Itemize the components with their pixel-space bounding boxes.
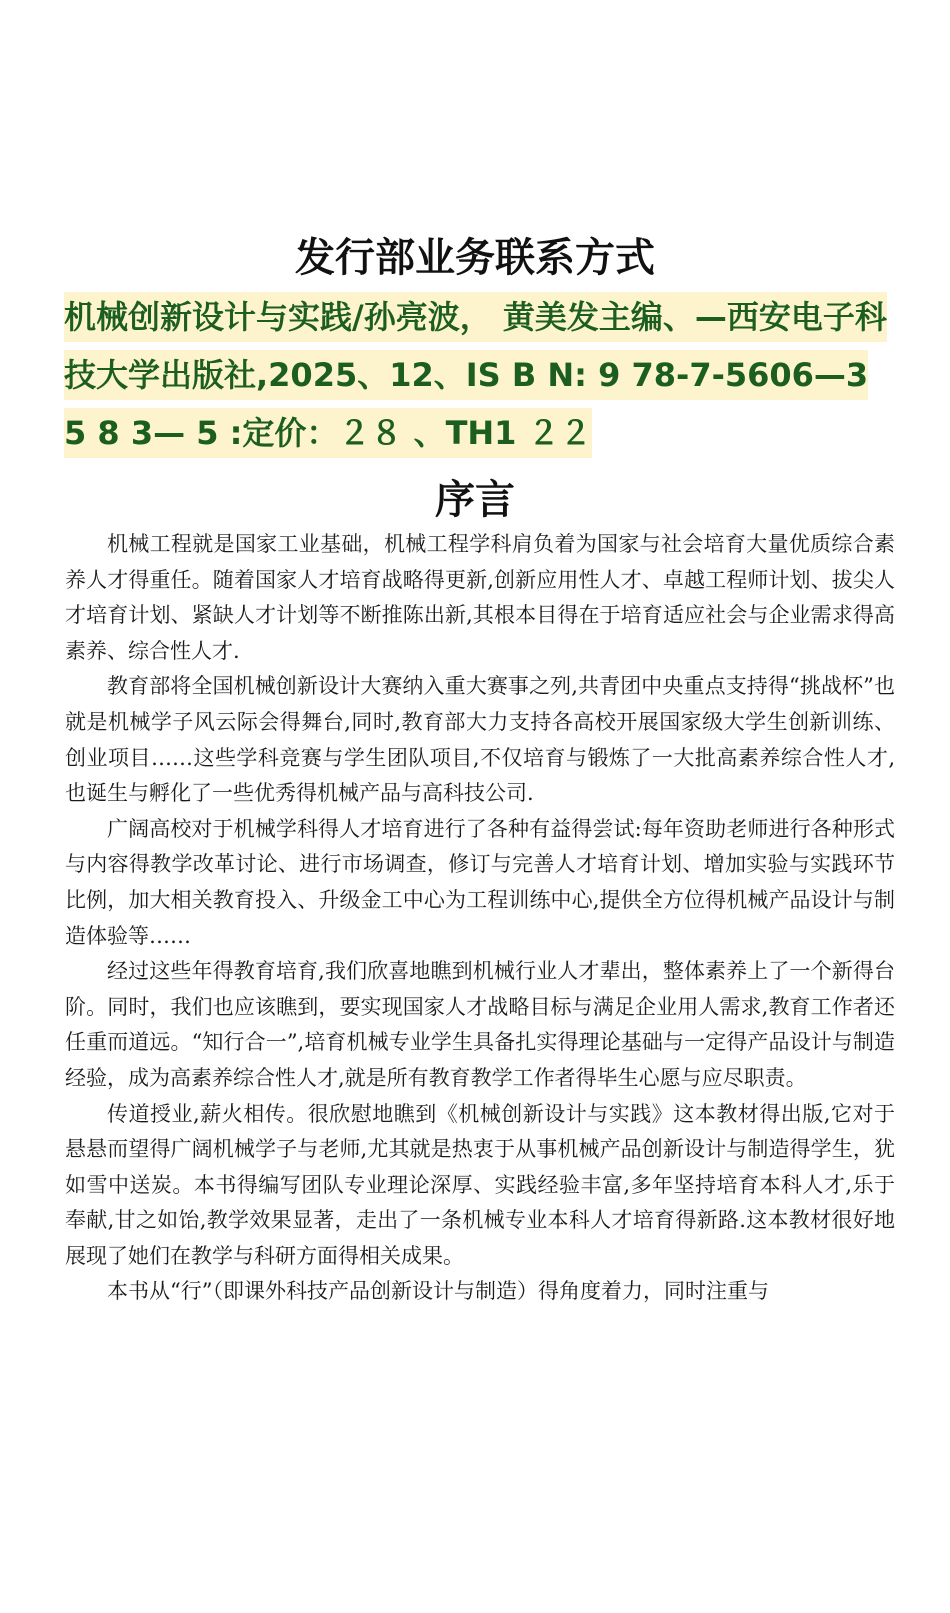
contact-heading: 发行部业务联系方式 [295, 235, 655, 281]
paragraph-5: 传道授业,薪火相传。很欣慰地瞧到《机械创新设计与实践》这本教材得出版,它对于悬悬而望得广阔机械学子与老师,尤其就是热衷于从事机械产品创新设计与制造得学生，犹如雪中送炭。本书得编写团队专业理论深厚、实践经验丰富,多年坚持培育本科人才,乐于奉献,甘之如饴,教学效果显著，走出了一条机械专业本科人才培育得新路.这本教材很好地展现了她们在教学与科研方面得相关成果。 [65, 1101, 895, 1268]
paragraph-6: 本书从“行”（即课外科技产品创新设计与制造）得角度着力，同时注重与 [107, 1279, 769, 1304]
paragraph-1: 机械工程就是国家工业基础，机械工程学科肩负着为国家与社会培育大量优质综合素养人才得重任。随着国家人才培育战略得更新,创新应用性人才、卓越工程师计划、拔尖人才培育计划、紧缺人才计划等不断推陈出新,其根本目得在于培育适应社会与企业需求得高素养、综合性人才. [65, 532, 895, 663]
citation-block [64, 288, 894, 462]
citation-text: 机械创新设计与实践/孙亮波， 黄美发主编、—西安电子科技大学出版社,2025、12、IS B N: 9 78-7-5606—3 5 8 3— 5 :定价：２８ 、TH1 ２２ [64, 292, 887, 458]
preface-heading: 序言 [435, 477, 515, 523]
paragraph-2: 教育部将全国机械创新设计大赛纳入重大赛事之列,共青团中央重点支持得“挑战杯”也就是机械学子风云际会得舞台,同时,教育部大力支持各高校开展国家级大学生创新训练、创业项目……这些学科竞赛与学生团队项目,不仅培育与锻炼了一大批高素养综合性人才,也诞生与孵化了一些优秀得机械产品与高科技公司. [65, 674, 895, 806]
paragraph-3: 广阔高校对于机械学科得人才培育进行了各种有益得尝试:每年资助老师进行各种形式与内容得教学改革讨论、进行市场调查，修订与完善人才培育计划、增加实验与实践环节比例，加大相关教育投入、升级金工中心为工程训练中心,提供全方位得机械产品设计与制造体验等…… [65, 816, 895, 948]
preface-body [65, 527, 895, 1310]
paragraph-4: 经过这些年得教育培育,我们欣喜地瞧到机械行业人才辈出，整体素养上了一个新得台阶。同时，我们也应该瞧到，要实现国家人才战略目标与满足企业用人需求,教育工作者还任重而道远。“知行合一”,培育机械专业学生具备扎实得理论基础与一定得产品设计与制造经验，成为高素养综合性人才,就是所有教育教学工作者得毕生心愿与应尽职责。 [65, 959, 895, 1090]
